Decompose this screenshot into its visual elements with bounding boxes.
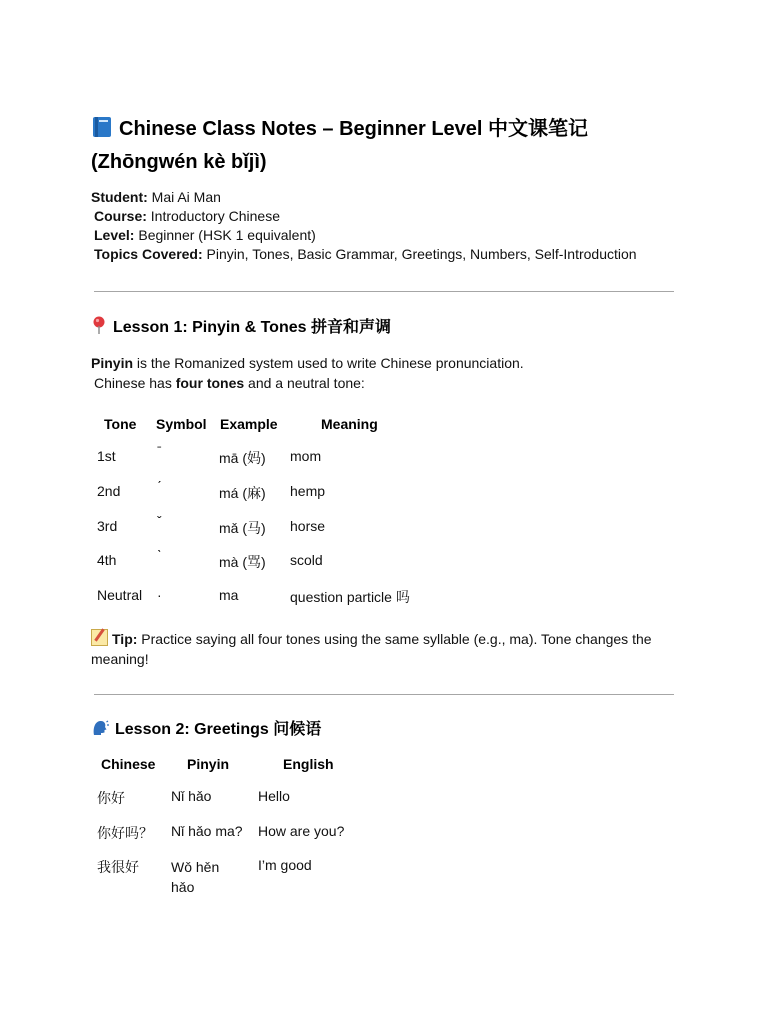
meaning-cell: hemp bbox=[290, 483, 326, 499]
header-symbol: Symbol bbox=[156, 416, 207, 432]
student-meta bbox=[91, 188, 711, 264]
symbol-cell: ˊ bbox=[157, 478, 162, 494]
english-cell: I’m good bbox=[258, 857, 312, 873]
tones-text-pre: Chinese has bbox=[94, 375, 176, 391]
topics-value: Pinyin, Tones, Basic Grammar, Greetings, Numbers, Self-Introduction bbox=[206, 246, 637, 262]
pinyin-cell-line-2: hǎo bbox=[171, 879, 195, 895]
meaning-cell: horse bbox=[290, 518, 326, 534]
header-example: Example bbox=[220, 416, 278, 432]
course-value: Introductory Chinese bbox=[150, 208, 280, 224]
example-cell: mà (骂) bbox=[219, 554, 266, 570]
tone-cell: 3rd bbox=[97, 518, 118, 534]
course-row bbox=[91, 207, 711, 226]
level-value: Beginner (HSK 1 equivalent) bbox=[138, 227, 316, 243]
title-line-2: (Zhōngwén kè bǐjì) bbox=[91, 151, 267, 173]
example-cell: mǎ (马) bbox=[219, 520, 266, 536]
tone-cell: 4th bbox=[97, 552, 117, 568]
meaning-cell: mom bbox=[290, 448, 322, 464]
tones-text-post: and a neutral tone: bbox=[244, 375, 365, 391]
tip-text-end: meaning! bbox=[91, 651, 149, 667]
tone-cell: Neutral bbox=[97, 587, 143, 603]
topics-label: Topics Covered: bbox=[94, 246, 203, 262]
symbol-cell: ˋ bbox=[157, 547, 162, 563]
pinyin-cell: Nǐ hǎo bbox=[171, 788, 212, 804]
pin-icon bbox=[91, 316, 107, 341]
lesson-1-title: Lesson 1: Pinyin & Tones 拼音和声调 bbox=[113, 319, 391, 336]
lesson-2-title: Lesson 2: Greetings 问候语 bbox=[115, 721, 322, 738]
student-row bbox=[91, 188, 711, 207]
tip-label: Tip: bbox=[112, 631, 138, 647]
lesson-2-heading bbox=[91, 719, 691, 744]
divider bbox=[94, 694, 674, 695]
header-english: English bbox=[283, 756, 334, 772]
course-label: Course: bbox=[94, 208, 147, 224]
meaning-cell: scold bbox=[290, 552, 323, 568]
title-line-1: Chinese Class Notes – Beginner Level 中文课笔记 bbox=[119, 118, 589, 140]
english-cell: Hello bbox=[258, 788, 290, 804]
tip-paragraph bbox=[91, 629, 691, 669]
symbol-cell: · bbox=[157, 587, 162, 603]
header-tone: Tone bbox=[104, 416, 137, 432]
example-cell: ma bbox=[219, 587, 239, 603]
speaking-head-icon bbox=[91, 719, 109, 744]
symbol-cell: ˉ bbox=[157, 443, 162, 459]
english-cell: How are you? bbox=[258, 823, 345, 839]
pinyin-cell bbox=[171, 857, 219, 897]
tip-text: Practice saying all four tones using the same syllable (e.g., ma). Tone changes the bbox=[137, 631, 652, 647]
blue-book-icon bbox=[91, 116, 113, 147]
header-meaning: Meaning bbox=[321, 416, 378, 432]
pinyin-term: Pinyin bbox=[91, 355, 134, 371]
intro-text: is the Romanized system used to write Chinese pronunciation. bbox=[133, 355, 524, 371]
divider bbox=[94, 291, 674, 292]
lesson-1-heading bbox=[91, 316, 691, 341]
tones-term: four tones bbox=[175, 375, 245, 391]
tone-cell: 1st bbox=[97, 448, 116, 464]
meaning-cell: question particle 吗 bbox=[290, 589, 410, 605]
pinyin-cell-line-1: Wǒ hěn bbox=[171, 859, 220, 875]
example-cell: mā (妈) bbox=[219, 450, 266, 466]
chinese-cell: 我很好 bbox=[97, 859, 139, 875]
level-row bbox=[91, 226, 711, 245]
tone-cell: 2nd bbox=[97, 483, 121, 499]
student-label: Student: bbox=[91, 189, 148, 205]
header-pinyin: Pinyin bbox=[187, 756, 230, 772]
header-chinese: Chinese bbox=[101, 756, 156, 772]
chinese-cell: 你好吗？ bbox=[97, 825, 153, 841]
chinese-cell: 你好 bbox=[97, 790, 125, 806]
pinyin-cell: Nǐ hǎo ma? bbox=[171, 823, 243, 839]
lesson-1-intro bbox=[91, 353, 711, 393]
level-label: Level: bbox=[94, 227, 135, 243]
example-cell: má (麻) bbox=[219, 485, 266, 501]
topics-row bbox=[91, 245, 711, 264]
memo-icon bbox=[91, 629, 108, 646]
student-value: Mai Ai Man bbox=[151, 189, 221, 205]
document-title bbox=[91, 114, 711, 177]
symbol-cell: ˇ bbox=[157, 513, 162, 529]
